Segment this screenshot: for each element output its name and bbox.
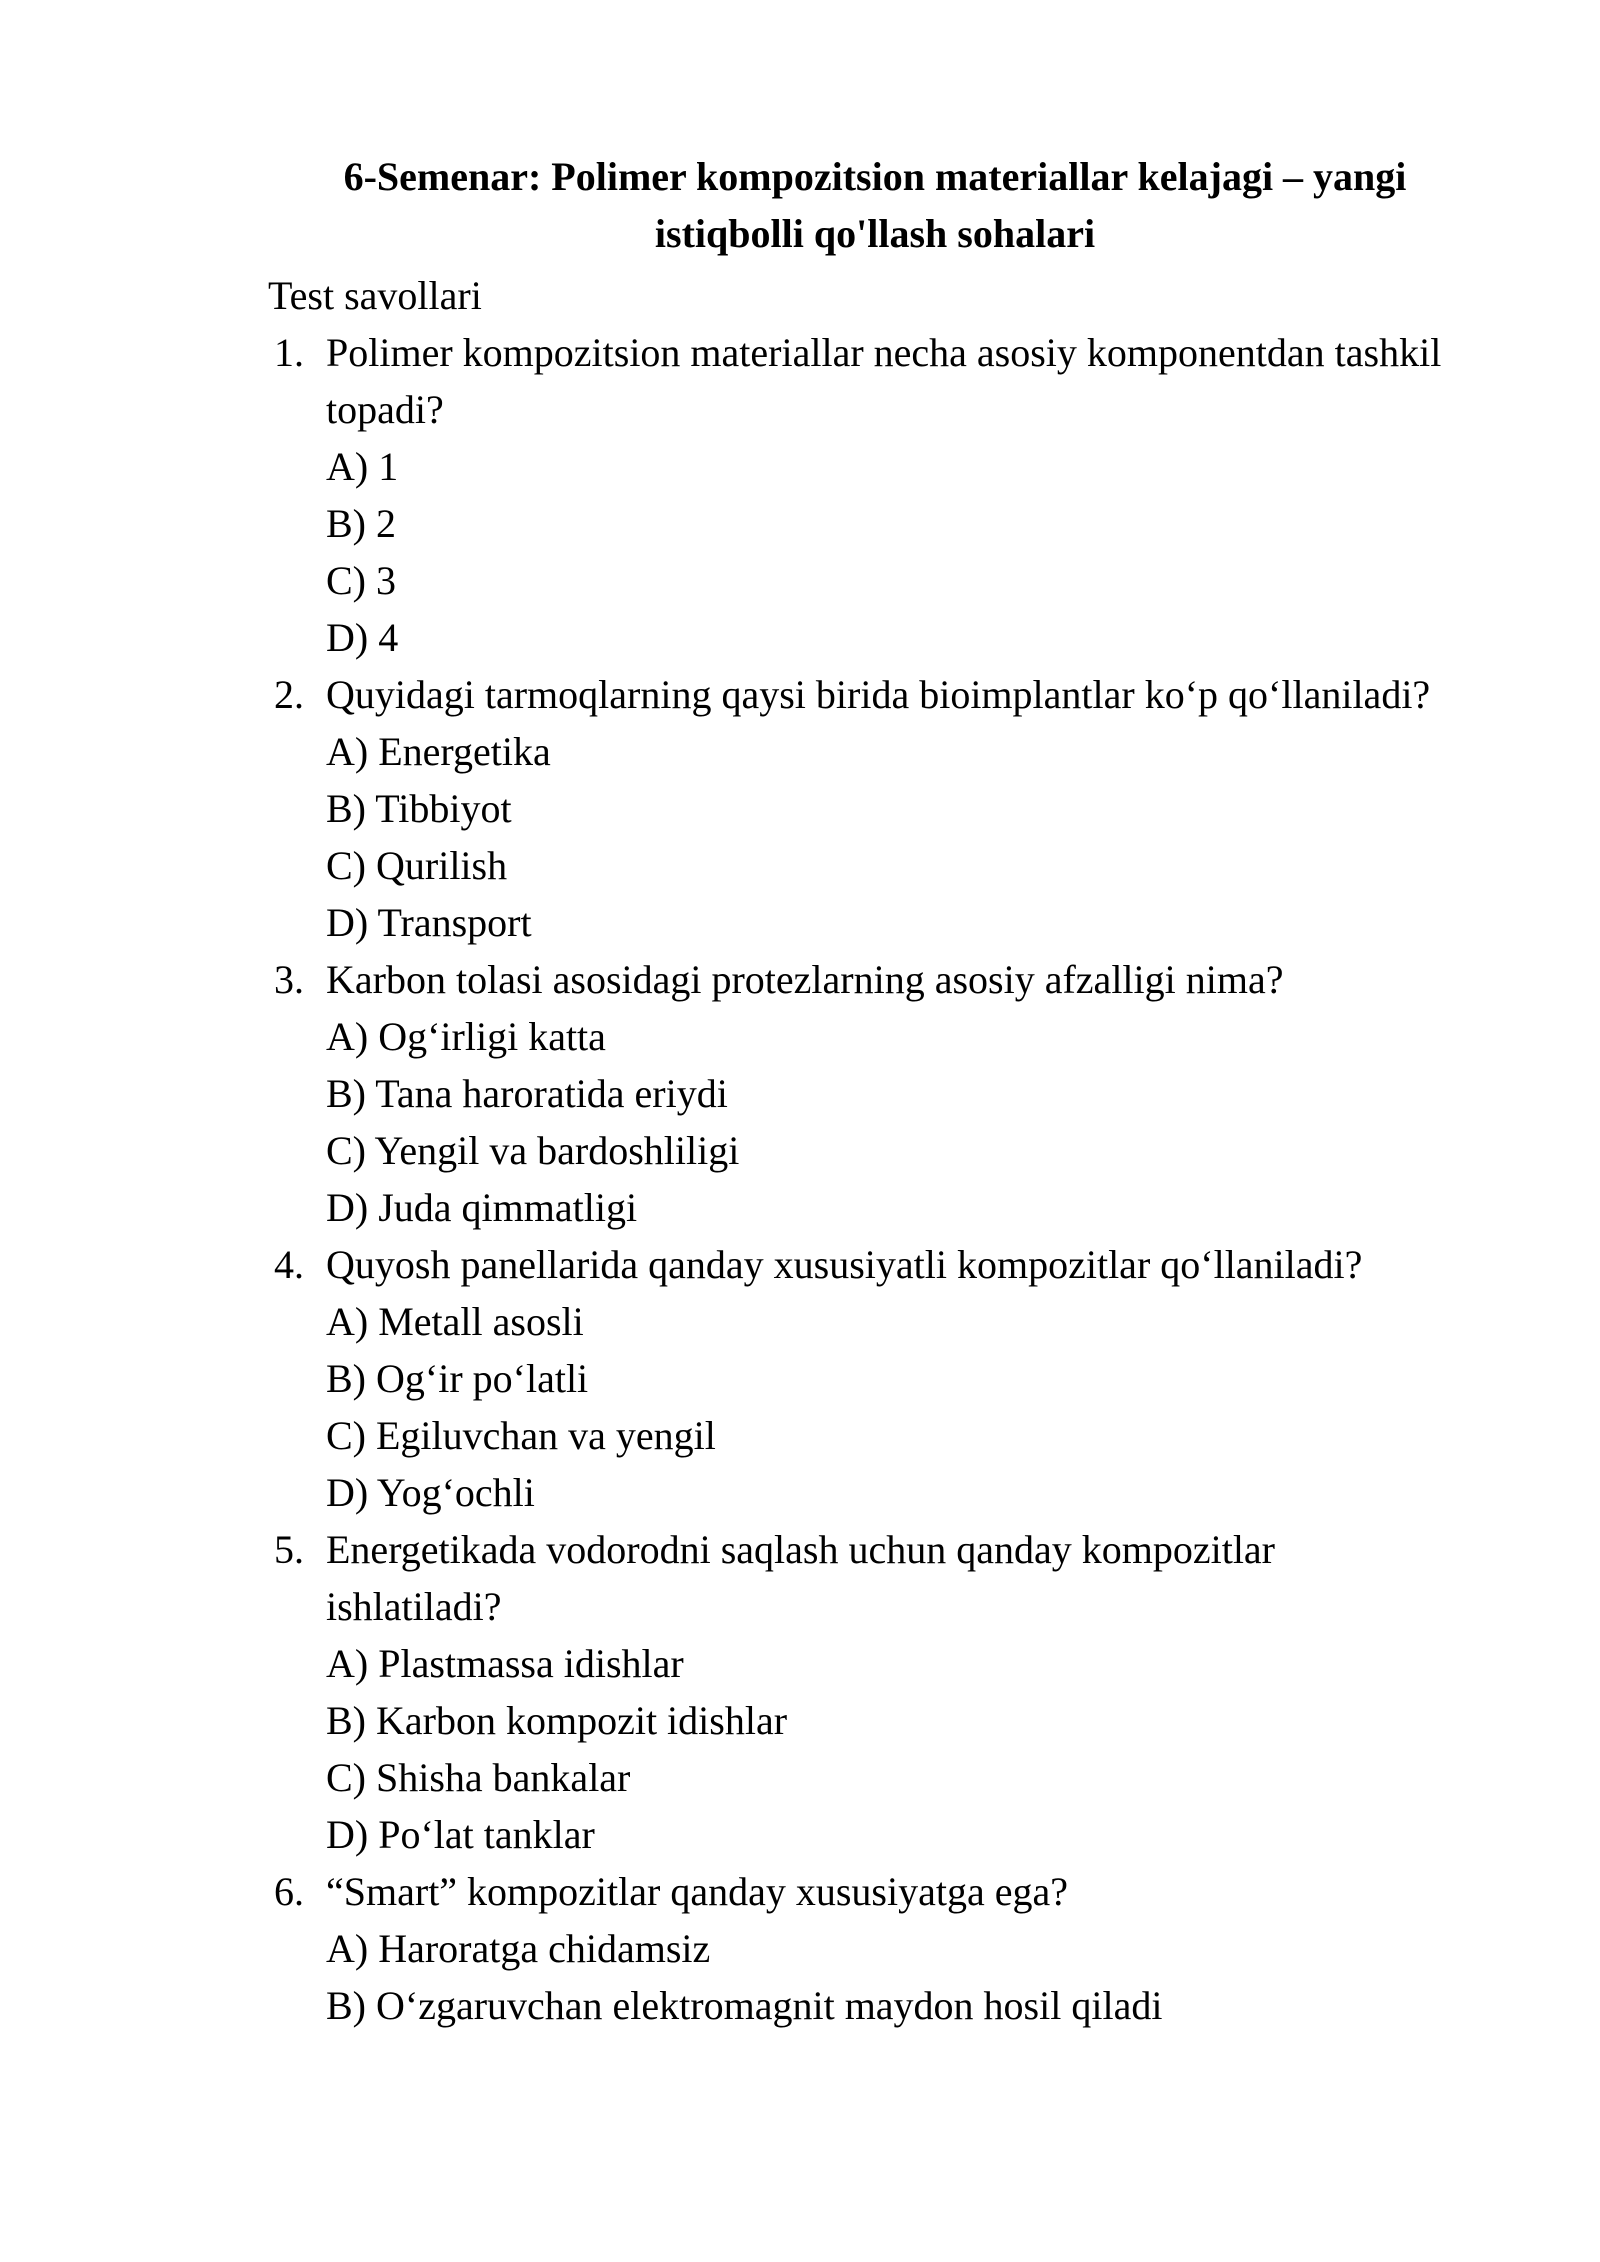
answer-option: B) Og‘ir po‘latli [326,1356,589,1401]
answer-options [326,1008,1458,1236]
answer-option: D) Juda qimmatligi [326,1185,638,1230]
answer-option: B) Tana haroratida eriydi [326,1071,728,1116]
answer-option: C) Qurilish [326,843,508,888]
answer-option: C) Shisha bankalar [326,1755,631,1800]
question-item [268,951,1458,1236]
answer-option: C) Yengil va bardoshliligi [326,1128,740,1173]
answer-options [326,1920,1458,2034]
question-number: 4. [274,1242,304,1287]
document-subtitle: Test savollari [268,273,482,318]
answer-option: B) 2 [326,501,396,546]
question-item [268,1863,1458,2034]
question-text: Quyosh panellarida qanday xususiyatli kompozitlar qo‘llaniladi? [326,1242,1363,1287]
answer-options [326,438,1458,666]
question-item [268,324,1458,666]
question-text: Energetikada vodorodni saqlash uchun qanday kompozitlar ishlatiladi? [326,1527,1276,1629]
answer-option: C) 3 [326,558,396,603]
answer-options [326,723,1458,951]
answer-option: A) Og‘irligi katta [326,1014,606,1059]
answer-option: B) Tibbiyot [326,786,512,831]
answer-option: D) Transport [326,900,532,945]
answer-option: A) Plastmassa idishlar [326,1641,684,1686]
answer-option: C) Egiluvchan va yengil [326,1413,716,1458]
answer-option: D) Yog‘ochli [326,1470,535,1515]
answer-option: A) 1 [326,444,399,489]
question-number: 2. [274,672,304,717]
answer-options [326,1293,1458,1521]
answer-option: B) O‘zgaruvchan elektromagnit maydon hosil qiladi [326,1983,1163,2028]
question-text: Polimer kompozitsion materiallar necha asosiy komponentdan tashkil topadi? [326,330,1442,432]
question-number: 3. [274,957,304,1002]
answer-option: A) Energetika [326,729,551,774]
question-text: “Smart” kompozitlar qanday xususiyatga ega? [326,1869,1068,1914]
question-number: 6. [274,1869,304,1914]
question-item [268,1236,1458,1521]
question-item [268,1521,1458,1863]
question-number: 5. [274,1527,304,1572]
question-list [268,324,1458,2034]
question-item [268,666,1458,951]
answer-option: D) Po‘lat tanklar [326,1812,595,1857]
answer-options [326,1635,1458,1863]
question-text: Karbon tolasi asosidagi protezlarning asosiy afzalligi nima? [326,957,1284,1002]
answer-option: A) Metall asosli [326,1299,584,1344]
answer-option: D) 4 [326,615,399,660]
document-title: 6-Semenar: Polimer kompozitsion materiallar kelajagi – yangi istiqbolli qo'llash sohalari [343,154,1407,256]
question-number: 1. [274,330,304,375]
answer-option: B) Karbon kompozit idishlar [326,1698,788,1743]
question-text: Quyidagi tarmoqlarning qaysi birida bioimplantlar ko‘p qo‘llaniladi? [326,672,1431,717]
answer-option: A) Haroratga chidamsiz [326,1926,711,1971]
